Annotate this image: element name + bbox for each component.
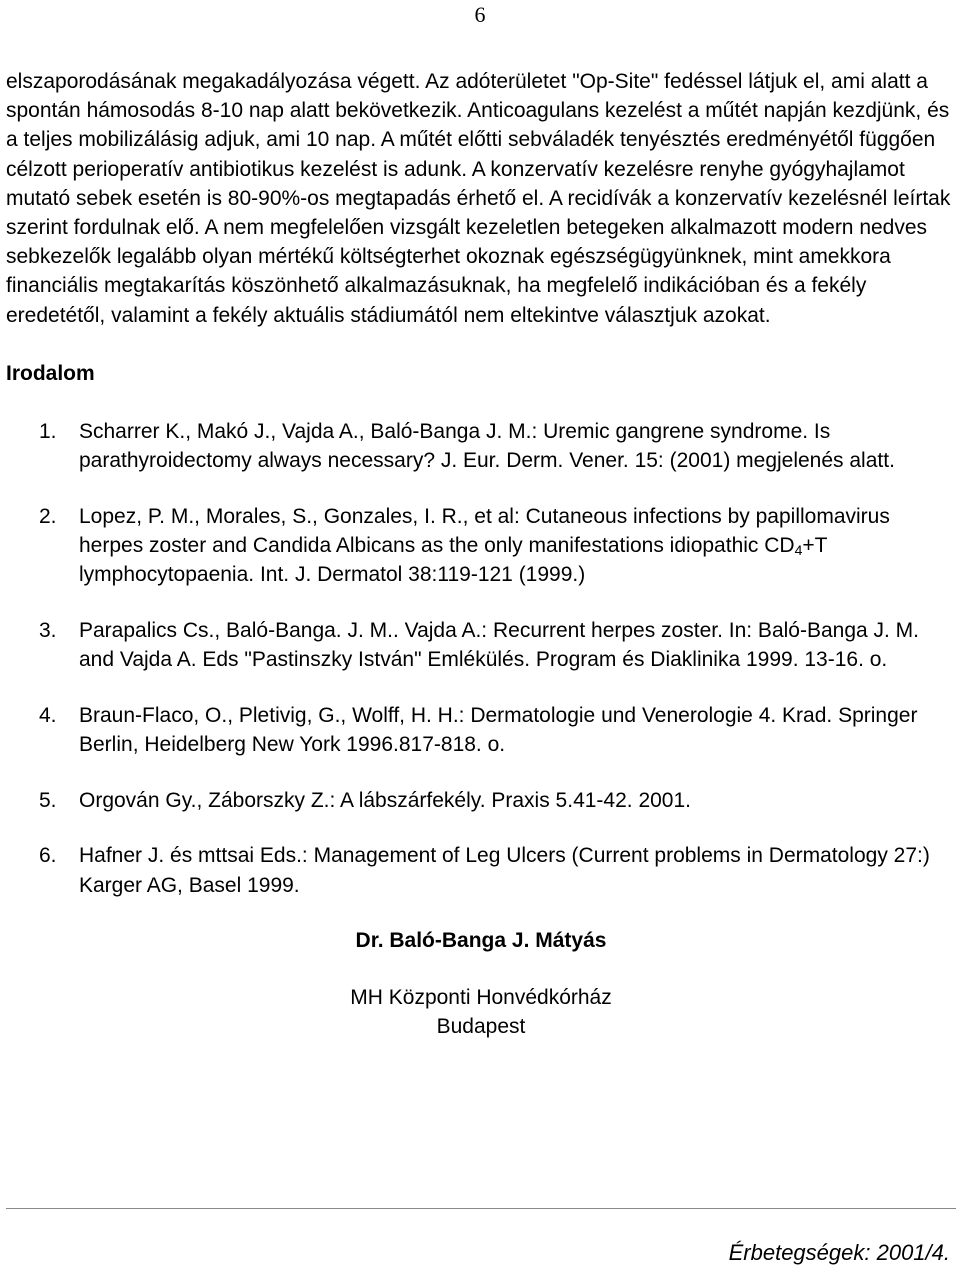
reference-item [6, 417, 956, 475]
reference-text: Braun-Flaco, O., Pletivig, G., Wolff, H. H.: Dermatologie und Venerologie 4. Krad. Springer Berlin, Heidelberg New York 1996.817-818. o. [79, 703, 918, 756]
document-content [6, 67, 956, 1041]
reference-number: 4. [39, 703, 57, 727]
reference-text: Parapalics Cs., Baló-Banga. J. M.. Vajda A.: Recurrent herpes zoster. In: Baló-Banga J. M. and Vajda A. Eds "Pastinszky István" Emlékülés. Program és Diaklinika 1999. 13-16. o. [79, 618, 920, 672]
reference-item [6, 616, 956, 674]
reference-number: 3. [39, 618, 57, 642]
reference-number: 2. [39, 504, 57, 528]
references-heading: Irodalom [6, 361, 95, 385]
reference-text: Scharrer K., Makó J., Vajda A., Baló-Banga J. M.: Uremic gangrene syndrome. Is parathyroidectomy always necessary? J. Eur. Derm. Vener. 15: (2001) megjelenés alatt. [79, 419, 895, 473]
reference-item [6, 502, 956, 590]
reference-item [6, 701, 956, 759]
reference-number: 1. [39, 419, 57, 443]
reference-number: 5. [39, 788, 57, 812]
affiliation-institution: MH Központi Honvédkórház [350, 986, 612, 1010]
reference-text-part: Lopez, P. M., Morales, S., Gonzales, I. R., et al: Cutaneous infections by papillomavirus herpes zoster and Candida Albicans as the only manifestations idiopathic CD [79, 504, 890, 557]
reference-text: Orgován Gy., Záborszky Z.: A lábszárfekély. Praxis 5.41-42. 2001. [79, 788, 691, 812]
body-paragraph: elszaporodásának megakadályozása végett. Az adóterületet "Op-Site" fedéssel látjuk el, ami alatt a spontán hámosodás 8-10 nap alatt bekövetkezik. Anticoagulans kezelést a műtét napján kezdjünk, és a teljes mobilizálásig adjuk, ami 10 nap. A műtét előtti sebváladék tenyésztés eredményétől függően célzott perioperatív antibiotikus kezelést is adunk. A konzervatív kezelésre renyhe gyógyhajlamot mutató sebek esetén is 80-90%-os megtapadás érhető el. A recidívák a konzervatív kezelésnél leírtak szerint fordulnak elő. A nem megfelelően vizsgált kezeletlen betegeken alkalmazott modern nedves sebkezelők legalább olyan mértékű költségterhet okoznak egészségügyünknek, mint amekkora financiális megtakarítás köszönhető alkalmazásuknak, ha megfelelő indikációban és a fekély eredetétől, valamint a fekély aktuális stádiumától nem eltekintve választjuk azokat. [6, 70, 951, 327]
journal-footer: Érbetegségek: 2001/4. [728, 1240, 950, 1265]
footer-divider [6, 1208, 956, 1209]
references-list [6, 417, 956, 900]
reference-number: 6. [39, 844, 57, 868]
author-affiliation [6, 983, 956, 1041]
reference-subscript: 4 [794, 541, 803, 558]
page-number: 6 [474, 2, 486, 27]
author-name: Dr. Baló-Banga J. Mátyás [355, 929, 607, 953]
affiliation-city: Budapest [436, 1015, 526, 1039]
reference-item [6, 786, 956, 815]
reference-item [6, 841, 956, 899]
reference-text-part: +T lymphocytopaenia. Int. J. Dermatol 38:119-121 (1999.) [79, 533, 828, 587]
reference-text: Hafner J. és mttsai Eds.: Management of Leg Ulcers (Current problems in Dermatology 27:) Karger AG, Basel 1999. [79, 844, 930, 897]
